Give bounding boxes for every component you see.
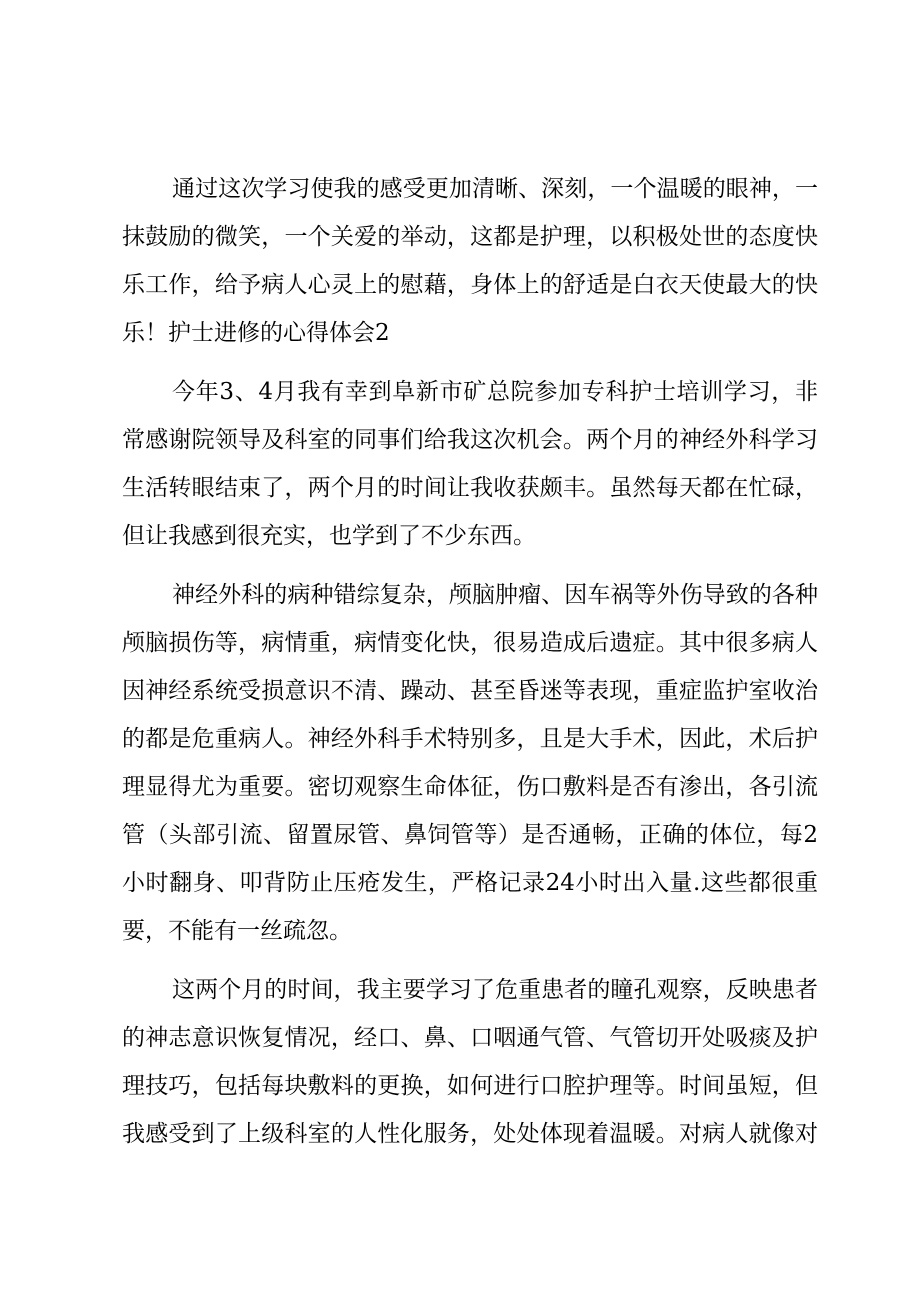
text-line: 小时翻身、叩背防止压疮发生，严格记录24小时出入量.这些都很重 xyxy=(122,870,818,896)
text-line: 的都是危重病人。神经外科手术特别多，且是大手术，因此，术后护 xyxy=(122,726,818,752)
paragraph-1 xyxy=(122,165,818,357)
text-line: 的神志意识恢复情况，经口、鼻、口咽通气管、气管切开处吸痰及护 xyxy=(122,1025,818,1051)
text-line: 我感受到了上级科室的人性化服务，处处体现着温暖。对病人就像对 xyxy=(122,1121,818,1147)
text-line: 通过这次学习使我的感受更加清晰、深刻，一个温暖的眼神，一 xyxy=(172,176,818,202)
text-line: 神经外科的病种错综复杂，颅脑肿瘤、因车祸等外伤导致的各种 xyxy=(172,582,818,608)
text-line: 理技巧，包括每块敷料的更换，如何进行口腔护理等。时间虽短，但 xyxy=(122,1073,818,1099)
paragraph-2 xyxy=(122,368,818,560)
text-line: 因神经系统受损意识不清、躁动、甚至昏迷等表现，重症监护室收治 xyxy=(122,678,818,704)
text-line: 生活转眼结束了，两个月的时间让我收获颇丰。虽然每天都在忙碌， xyxy=(122,475,818,501)
document-body xyxy=(122,165,818,1158)
text-line: 管（头部引流、留置尿管、鼻饲管等）是否通畅，正确的体位，每2 xyxy=(122,822,818,848)
text-line: 要，不能有一丝疏忽。 xyxy=(122,918,352,944)
text-line: 颅脑损伤等，病情重，病情变化快，很易造成后遗症。其中很多病人 xyxy=(122,630,818,656)
paragraph-3 xyxy=(122,571,818,955)
text-line: 抹鼓励的微笑，一个关爱的举动，这都是护理，以积极处世的态度快 xyxy=(122,224,818,250)
text-line: 乐工作，给予病人心灵上的慰藉，身体上的舒适是白衣天使最大的快 xyxy=(122,272,818,298)
text-line: 理显得尤为重要。密切观察生命体征，伤口敷料是否有渗出，各引流 xyxy=(122,774,818,800)
text-line: 但让我感到很充实，也学到了不少东西。 xyxy=(122,523,536,549)
text-line: 乐！护士进修的心得体会2 xyxy=(122,320,390,346)
paragraph-4 xyxy=(122,966,818,1158)
text-line: 常感谢院领导及科室的同事们给我这次机会。两个月的神经外科学习 xyxy=(122,427,818,453)
text-line: 这两个月的时间，我主要学习了危重患者的瞳孔观察，反映患者 xyxy=(172,977,818,1003)
text-line: 今年3、4月我有幸到阜新市矿总院参加专科护士培训学习，非 xyxy=(172,379,818,405)
